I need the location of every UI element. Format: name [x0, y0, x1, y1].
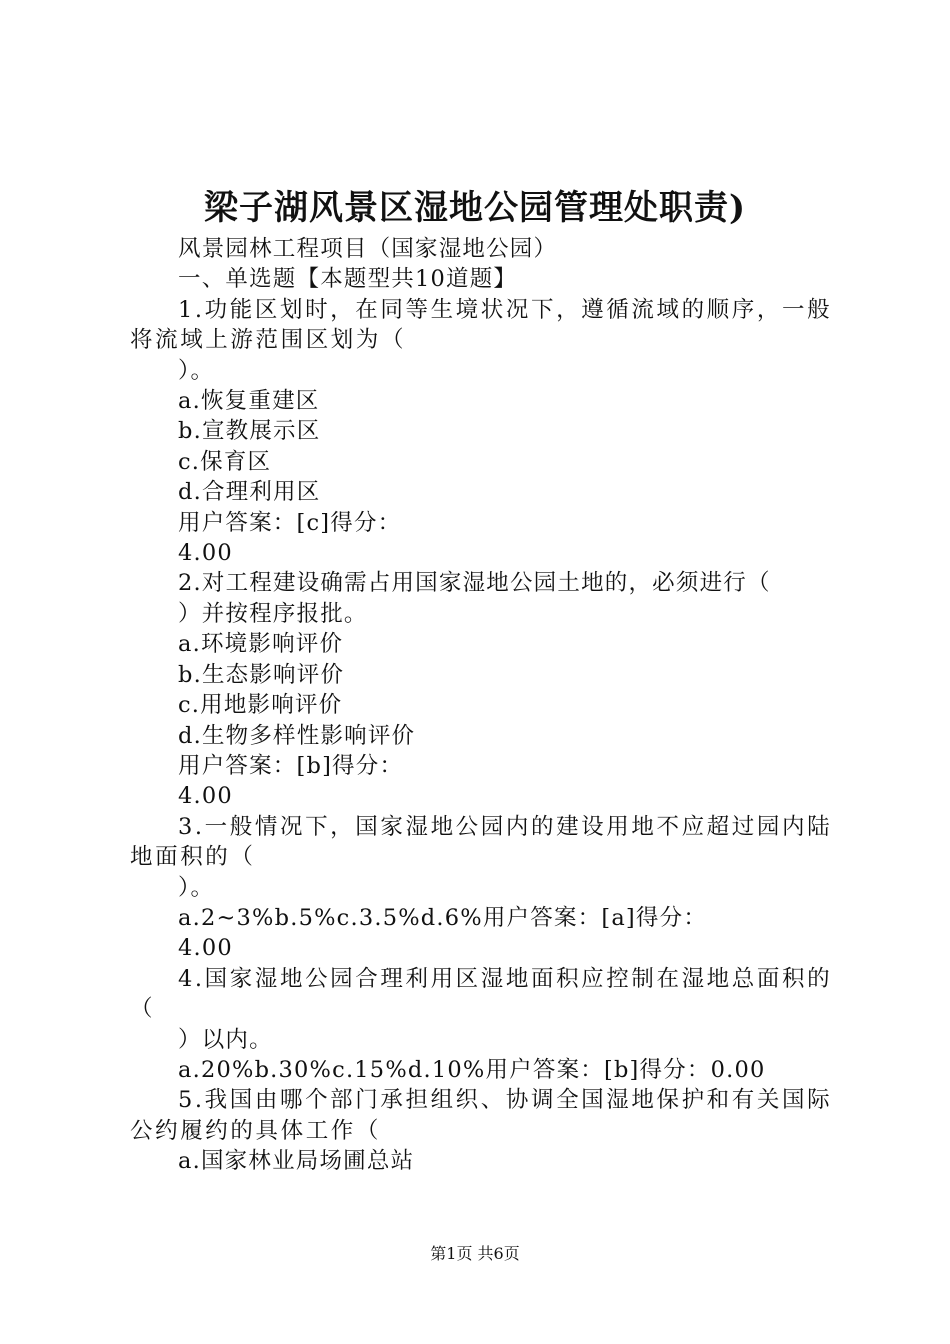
section-heading: 一、单选题【本题型共10道题】 — [178, 266, 518, 293]
text-line: ）。 — [178, 874, 215, 901]
page-footer: 第1页 共6页 — [430, 1244, 520, 1263]
option-c: c.用地影响评价 — [178, 692, 343, 719]
score: 4.00 — [178, 935, 233, 962]
option-a: a.恢复重建区 — [178, 388, 320, 415]
option-a: a.国家林业局场圃总站 — [178, 1148, 415, 1175]
score: 4.00 — [178, 783, 233, 810]
question-2: 2.对工程建设确需占用国家湿地公园土地的，必须进行（ — [178, 570, 771, 597]
question-5: 5.我国由哪个部门承担组织、协调全国湿地保护和有关国际公约履约的具体工作（ — [130, 1087, 833, 1144]
user-answer: 用户答案：[b]得分： — [178, 752, 404, 779]
text-line: ）。 — [178, 357, 215, 384]
document-body — [130, 234, 834, 1177]
score: 4.00 — [178, 540, 233, 567]
question-1: 1.功能区划时，在同等生境状况下，遵循流域的顺序，一般将流域上游范围区划为（ — [130, 296, 833, 354]
question-3: 3.一般情况下，国家湿地公园内的建设用地不应超过园内陆地面积的（ — [130, 813, 833, 871]
option-c: c.保育区 — [178, 448, 272, 475]
options-and-answer: a.2~3%b.5%c.3.5%d.6%用户答案：[a]得分： — [178, 904, 708, 931]
text-line: ）并按程序报批。 — [178, 600, 368, 627]
option-d: d.合理利用区 — [178, 479, 321, 506]
option-a: a.环境影响评价 — [178, 631, 344, 658]
document-title: 梁子湖风景区湿地公园管理处职责) — [203, 188, 747, 228]
question-4: 4.国家湿地公园合理利用区湿地面积应控制在湿地总面积的（ — [130, 965, 833, 1023]
option-b: b.生态影响评价 — [178, 661, 345, 688]
option-d: d.生物多样性影响评价 — [178, 722, 416, 749]
user-answer: 用户答案：[c]得分： — [178, 509, 402, 536]
option-b: b.宣教展示区 — [178, 418, 321, 445]
text-line: ）以内。 — [178, 1026, 273, 1053]
options-and-answer: a.20%b.30%c.15%d.10%用户答案：[b]得分：0.00 — [178, 1056, 766, 1083]
text-line: 风景园林工程项目（国家湿地公园） — [178, 236, 558, 262]
